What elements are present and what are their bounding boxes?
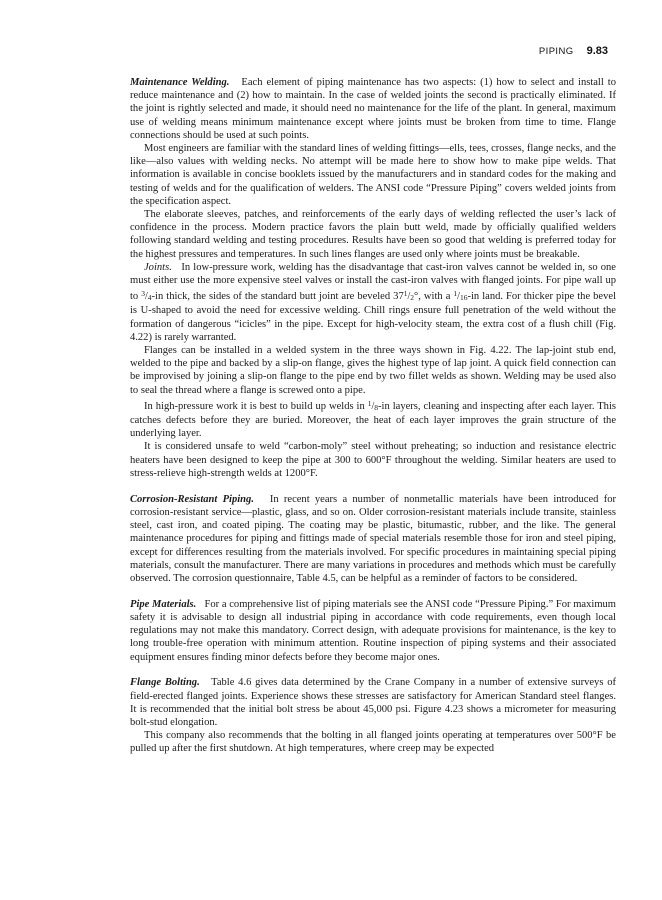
joints-paragraph-2: Flanges can be installed in a welded system in the three ways shown in Fig. 4.22. The lap-joint stub end, welded to the pipe and backed by a slip-on flange, gives the highest type of lap joint. A quick field connection can be improvised by joining a slip-on flange to the pipe end by two fillet welds as shown. Welding may be used also to seal the thread where a flange is screwed onto a pipe. xyxy=(130,345,616,396)
joints-text-1b: -in thick, the sides of the standard butt joint are beveled 37 xyxy=(151,291,404,303)
maintenance-welding-paragraph-1 xyxy=(130,76,616,142)
corrosion-text-1: In recent years a number of nonmetallic materials have been introduced for corrosion-resistant service—plastic, glass, and so on. Older corrosion-resistant materials include transite, stainless steel, cast iron, and coated piping. The coating may be plastic, bitumastic, rubber, and the like. The general maintenance procedures for piping and fittings made of special materials resemble those for iron and steel piping, except for differences resulting from the materials involved. For specific procedures in maintaining special piping materials, consult the manufacturer. There are many variations in procedures and methods which must be carefully observed. The corrosion questionnaire, Table 4.5, can be helpful as a reminder of factors to be considered. xyxy=(130,493,616,584)
maintenance-welding-text-1: Each element of piping maintenance has two aspects: (1) how to select and install to reduce maintenance and (2) how to maintain. In the case of welded joints the second is practically eliminated. If the joint is rightly selected and made, it should need no maintenance for the life of the plant. In general, maximum use of welding means minimum maintenance except where joints must be broken from time to time. Flange connections should be used at such points. xyxy=(130,77,616,141)
flange-bolting-paragraph-2: This company also recommends that the bolting in all flanged joints operating at temperatures over 500°F be pulled up after the first shutdown. At high temperatures, where creep may be expected xyxy=(130,730,616,755)
fraction-denominator: 8 xyxy=(374,402,379,412)
pipe-materials-text-1: For a comprehensive list of piping materials see the ANSI code “Pressure Piping.” For maximum safety it is advisable to design all industrial piping in accordance with code requirements, even though local regulations may not make this mandatory. Correct design, with adequate provisions for maintenance, is the key to long trouble-free operation with minimum attention. Routine inspection of piping systems and their associated equipment ensures finding minor defects before they become major ones. xyxy=(130,598,616,663)
fraction-denominator: 4 xyxy=(147,293,152,303)
running-head xyxy=(539,45,608,57)
fraction-numerator: 1 xyxy=(403,289,408,299)
maintenance-welding-heading: Maintenance Welding. xyxy=(130,77,230,88)
pipe-materials-heading: Pipe Materials. xyxy=(130,598,197,610)
corrosion-paragraph-1 xyxy=(130,493,616,585)
fraction-denominator: 2 xyxy=(410,293,415,303)
joints-text-1d: -in land. For thicker pipe the bevel is U-shaped to avoid the need for excessive welding. Chill rings ensure full penetration of the weld without the formation of dangerous “icicles” in the pipe. Except for high-velocity steam, the extra cost of a flush chill (Fig. 4.22) is rarely warranted. xyxy=(130,291,617,343)
flange-bolting-text-1: Table 4.6 gives data determined by the Crane Company in a number of extensive surveys of field-erected flanged joints. Experience shows these stresses are satisfactory for American Standard steel flanges. It is recommended that the initial bolt stress be about 45,000 psi. Figure 4.23 shows a micrometer for measuring bolt-stud elongation. xyxy=(130,677,616,728)
corrosion-heading: Corrosion-Resistant Piping. xyxy=(130,493,254,505)
joints-text-1a: In low-pressure work, welding has the disadvantage that cast-iron valves cannot be welded in, so one must either use the more expensive steel valves or install the cast-iron valves with flanged joints. For pipe wall up to xyxy=(130,261,616,303)
joints-text-3b: -in layers, cleaning and inspecting after each layer. This catches defects before they are buried. Moreover, the heat of each layer improves the grain structure of the underlying layer. xyxy=(130,400,616,440)
flange-bolting-heading: Flange Bolting. xyxy=(130,677,200,689)
fraction-numerator: 1 xyxy=(367,398,372,408)
running-head-section: PIPING xyxy=(538,46,574,57)
maintenance-welding-paragraph-3: The elaborate sleeves, patches, and reinforcements of the early days of welding reflected the user’s lack of confidence in the process. Modern practice favors the plain butt weld, made by officially qualified welders following standard welding and testing procedures. Results have been so good that welding is preferred today for the highest pressures and temperatures. In such lines flanges are used only where joints must be breakable. xyxy=(130,209,616,260)
pipe-materials-paragraph-1 xyxy=(130,598,616,664)
joints-paragraph-1: Joints. In low-pressure work, welding has the disadvantage that cast-iron valves cannot be welded in, so one must either use the more expensive steel valves or install the cast-iron valves with flanged joints. For pipe wall up to $^3$/4-in thick, the sides of the standard butt joint are beveled $37^1/2^\circ$, with a $^1$/16-in land. For thicker pipe the bevel is U-shaped to avoid the need for excessive welding. Chill rings ensure full penetration of the weld without the formation of dangerous “icicles” in the pipe. Except for high-velocity steam, the extra cost of a flush chill (Fig. 4.22) is rarely warranted. xyxy=(130,261,617,343)
joints-paragraph-4: It is considered unsafe to weld “carbon-moly” steel without preheating; so induction and resistance electric heaters have been designed to keep the pipe at 300 to 600°F throughout the welding. Similar heaters are used to stress-relieve high-strength welds at 1200°F. xyxy=(130,441,616,479)
joints-heading: Joints. xyxy=(144,261,172,273)
body-text xyxy=(130,76,616,756)
page-number: 9.83 xyxy=(586,45,608,57)
fraction-denominator: 16 xyxy=(459,293,468,303)
fraction-numerator: 3 xyxy=(141,289,145,299)
fraction-numerator: 1 xyxy=(453,289,458,299)
joints-text-1c: °, with a xyxy=(414,291,454,303)
maintenance-welding-paragraph-2: Most engineers are familiar with the standard lines of welding fittings—ells, tees, crosses, flange necks, and the like—also values with welding necks. No attempt will be made here to show how to make pipe welds. That information is available in concise booklets issued by the manufacturers and in standard codes for the making and testing of welds and for the qualification of welders. The ANSI code “Pressure Piping” covers welded joints from the specification aspect. xyxy=(130,143,616,207)
joints-text-3a: In high-pressure work it is best to build up welds in xyxy=(144,400,368,412)
joints-paragraph-3: In high-pressure work it is best to build up welds in $^1$/8-in layers, cleaning and inspecting after each layer. This catches defects before they are buried. Moreover, the heat of each layer improves the grain structure of the underlying layer. xyxy=(130,398,616,440)
flange-bolting-paragraph-1 xyxy=(130,676,616,729)
